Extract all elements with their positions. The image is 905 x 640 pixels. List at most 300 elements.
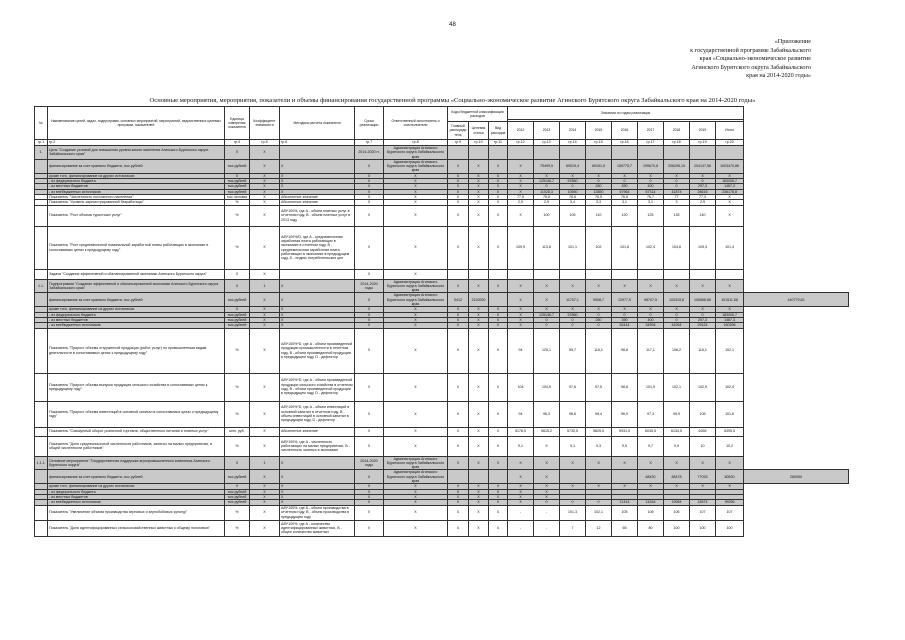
table-cell: 110: [586, 205, 612, 226]
table-cell: 11028,3: [534, 189, 560, 194]
table-cell: [448, 146, 469, 160]
table-cell: Х: [384, 205, 448, 226]
table-cell: 0: [586, 323, 612, 328]
table-cell: 9,9: [664, 436, 690, 456]
table-cell: 0: [560, 323, 586, 328]
table-cell: Х: [489, 456, 508, 470]
table-cell: Х: [384, 328, 448, 373]
table-cell: 106: [638, 505, 664, 520]
table-cell: Х: [355, 401, 384, 427]
table-cell: Х: [489, 427, 508, 436]
table-cell: тыс.рублей: [225, 312, 250, 317]
table-cell: 10,2: [716, 436, 744, 456]
table-cell: Х: [384, 489, 448, 494]
table-row: [35, 470, 849, 484]
table-cell: 0: [586, 500, 612, 505]
table-cell: Х: [355, 328, 384, 373]
table-cell: Х: [508, 494, 534, 499]
table-cell: 9,1: [560, 436, 586, 456]
table-cell: 102,1: [586, 505, 612, 520]
table-cell: 297,3: [690, 184, 716, 189]
table-cell: [586, 269, 612, 279]
table-cell: Х: [489, 173, 508, 178]
table-cell: -: [508, 520, 534, 536]
table-cell: Х: [560, 456, 586, 470]
table-cell: Х: [250, 427, 280, 436]
table-cell: Администрация Агинского Бурятского округа Забайкальского края: [384, 159, 448, 173]
table-cell: гр.16: [612, 140, 638, 146]
table-cell: [280, 146, 355, 160]
table-cell: тыс.рублей: [225, 494, 250, 499]
table-cell: 14344: [638, 500, 664, 505]
table-cell: 76,8: [534, 194, 560, 199]
table-cell: Показатель "Прирост объема инвестиций в основной капитал в сопоставимых ценах к предыдущему году": [48, 401, 225, 427]
table-cell: 100: [716, 520, 744, 536]
table-cell: Х: [690, 279, 716, 293]
table-cell: Х: [469, 189, 489, 194]
table-cell: 57860: [560, 179, 586, 184]
table-cell: Х: [355, 317, 384, 322]
table-cell: 2,9: [690, 200, 716, 205]
table-cell: Х: [280, 179, 355, 184]
table-cell: гр.20: [716, 140, 744, 146]
table-cell: 0: [586, 312, 612, 317]
table-cell: Х: [448, 373, 469, 401]
table-cell: Х: [508, 189, 534, 194]
table-cell: 105: [560, 205, 586, 226]
table-cell: Х: [280, 184, 355, 189]
table-cell: Х: [355, 226, 384, 269]
table-cell: Х: [534, 173, 560, 178]
table-cell: [280, 269, 355, 279]
table-cell: Х: [534, 484, 560, 489]
table-cell: Х: [690, 456, 716, 470]
table-cell: 101,6: [716, 401, 744, 427]
table-cell: 0412: [448, 293, 469, 307]
table-cell: Х: [469, 159, 489, 173]
table-cell: 140: [690, 205, 716, 226]
table-cell: Х: [448, 307, 469, 312]
table-cell: 5615,2: [534, 427, 560, 436]
table-cell: Х: [448, 317, 469, 322]
table-cell: Х: [489, 317, 508, 322]
table-cell: Х: [469, 484, 489, 489]
table-cell: гр.14: [560, 140, 586, 146]
appendix-line: к государственной программе Забайкальского: [690, 46, 811, 54]
table-cell: Х: [716, 307, 744, 312]
table-cell: Х: [448, 500, 469, 505]
table-cell: Х: [225, 173, 250, 178]
table-cell: 88478: [664, 470, 690, 484]
header-cell: Методика расчета показателя: [280, 107, 355, 140]
table-cell: 0: [534, 317, 560, 322]
table-cell: 9908,7: [586, 293, 612, 307]
table-cell: А/В*100%, где А - объем производства в отчетном году, В - объем производства в предыдущем году: [280, 505, 355, 520]
table-cell: 390: [612, 317, 638, 322]
table-cell: Х: [489, 159, 508, 173]
document-title: Основные мероприятия, мероприятия, показатели и объемы финансирования государственной программы «Социально-экономическое развитие Агинского Бурятского округа Забайкальского края на 2014-2020 годы»: [149, 97, 756, 104]
table-cell: Х: [448, 456, 469, 470]
table-cell: 6265: [690, 427, 716, 436]
table-cell: Х: [384, 307, 448, 312]
table-cell: Х: [469, 500, 489, 505]
table-cell: 13850: [586, 189, 612, 194]
table-cell: [508, 146, 534, 160]
table-cell: 105: [612, 505, 638, 520]
table-cell: Х: [355, 470, 384, 484]
table-cell: [489, 146, 508, 160]
table-cell: Х: [508, 470, 534, 484]
header-cell: Главный распорядитель: [448, 122, 469, 140]
table-cell: %: [225, 200, 250, 205]
table-cell: Х: [384, 226, 448, 269]
table-cell: [534, 146, 560, 160]
table-cell: 2014-2020 годы: [355, 279, 384, 293]
table-cell: Х: [250, 184, 280, 189]
table-cell: тыс.рублей: [225, 184, 250, 189]
table-cell: Х: [355, 184, 384, 189]
table-cell: %: [225, 205, 250, 226]
table-cell: 3,4: [560, 200, 586, 205]
table-cell: Х: [690, 173, 716, 178]
table-cell: 67964: [612, 189, 638, 194]
table-cell: Х: [508, 489, 534, 494]
table-cell: Х: [355, 505, 384, 520]
table-cell: Х: [250, 307, 280, 312]
table-row: [35, 146, 849, 160]
table-cell: 2014-2020 годы: [355, 456, 384, 470]
table-row: [35, 456, 849, 470]
table-cell: Задача "Создание эффективной и сбалансированной экономики Агинского Бурятского округа": [48, 269, 225, 279]
table-cell: [612, 269, 638, 279]
table-cell: Х: [250, 494, 280, 499]
table-cell: Х: [534, 456, 560, 470]
table-cell: 204147,56: [690, 159, 716, 173]
table-cell: Показатель "Рост объема туристских услуг": [48, 205, 225, 226]
table-cell: 12: [586, 520, 612, 536]
table-cell: 96,9: [612, 401, 638, 427]
table-cell: 102,1: [664, 373, 690, 401]
table-cell: Х: [638, 484, 664, 489]
table-cell: 102,5: [690, 373, 716, 401]
table-cell: 44264: [664, 323, 690, 328]
table-cell: Х: [448, 279, 469, 293]
header-year: Итого: [716, 122, 744, 140]
table-cell: А/В*100%/D, где А - среднемесячная заработная плата работающих в экономике в отчетном году, В - среднемесячная заработная плата работающих в экономике в предыдущем году, D - индекс потребительских цен: [280, 226, 355, 269]
table-cell: [638, 146, 664, 160]
table-cell: Х: [508, 173, 534, 178]
table-cell: Администрация Агинского Бурятского округа Забайкальского края: [384, 470, 448, 484]
table-cell: 2110000: [469, 293, 489, 307]
table-cell: гр.15: [586, 140, 612, 146]
table-cell: 3: [664, 200, 690, 205]
table-cell: Х: [250, 505, 280, 520]
table-cell: 1003470,86: [716, 159, 744, 173]
table-cell: Х: [448, 312, 469, 317]
table-cell: [716, 146, 744, 160]
table-row: [35, 279, 849, 293]
table-cell: [664, 269, 690, 279]
table-cell: Х: [508, 179, 534, 184]
table-cell: Х: [560, 279, 586, 293]
table-cell: 250: [586, 184, 612, 189]
table-cell: 125,1: [534, 328, 560, 373]
table-cell: гр.11: [489, 140, 508, 146]
table-cell: кроме того, финансирование из других источников:: [48, 173, 225, 178]
table-cell: [35, 373, 48, 401]
table-cell: - из местных бюджетов: [48, 184, 225, 189]
table-cell: Х: [534, 293, 560, 307]
table-cell: гр.18: [664, 140, 690, 146]
table-cell: 5931,5: [612, 427, 638, 436]
header-cell: Вид расходов: [489, 122, 508, 140]
table-cell: 117,1: [638, 328, 664, 373]
table-cell: 0: [534, 500, 560, 505]
table-cell: Х: [250, 189, 280, 194]
table-cell: гр.13: [534, 140, 560, 146]
table-cell: 0: [612, 312, 638, 317]
table-cell: Х: [638, 307, 664, 312]
table-cell: Х: [469, 312, 489, 317]
table-cell: 5825,5: [586, 427, 612, 436]
table-cell: гр.17: [638, 140, 664, 146]
table-cell: 104: [508, 373, 534, 401]
table-cell: Х: [489, 489, 508, 494]
table-cell: Х: [280, 312, 355, 317]
table-cell: Х: [534, 494, 560, 499]
table-cell: -: [508, 505, 534, 520]
table-cell: Х: [355, 520, 384, 536]
table-cell: Х: [489, 494, 508, 499]
table-cell: Х: [508, 456, 534, 470]
table-cell: Х: [448, 200, 469, 205]
header-year: 2018: [664, 122, 690, 140]
table-cell: Х: [612, 456, 638, 470]
table-cell: Х: [280, 307, 355, 312]
table-cell: Х: [489, 505, 508, 520]
table-cell: Х: [469, 520, 489, 536]
table-cell: Х: [508, 500, 534, 505]
table-cell: Х: [355, 436, 384, 456]
header-cell: Коды бюджетной классификации расходов: [448, 107, 508, 122]
table-cell: Х: [280, 470, 355, 484]
table-cell: 76,5: [586, 194, 612, 199]
table-cell: Х: [384, 184, 448, 189]
table-cell: 0: [664, 317, 690, 322]
table-cell: Х: [638, 279, 664, 293]
table-cell: 101,4: [716, 226, 744, 269]
table-cell: Х: [469, 456, 489, 470]
table-row: [35, 269, 849, 279]
header-cell: №: [35, 107, 48, 140]
table-cell: 400: [638, 184, 664, 189]
table-cell: 6134,5: [664, 427, 690, 436]
table-cell: финансирование за счет краевого бюджета, тыс.рублей: [48, 159, 225, 173]
table-cell: 9,5: [612, 436, 638, 456]
table-cell: Х: [448, 189, 469, 194]
table-cell: [448, 470, 469, 484]
table-cell: 236178,8: [716, 189, 744, 194]
table-cell: 400: [638, 317, 664, 322]
table-cell: 107: [716, 505, 744, 520]
table-cell: гр.2: [48, 140, 225, 146]
table-cell: 5730,5: [560, 427, 586, 436]
table-cell: 199670,8: [638, 159, 664, 173]
table-cell: Х: [250, 484, 280, 489]
table-cell: 18574: [690, 500, 716, 505]
table-cell: 125: [638, 205, 664, 226]
table-cell: гр.8: [384, 140, 448, 146]
header-cell: Целевая статья: [469, 122, 489, 140]
header-year: 2013: [534, 122, 560, 140]
table-cell: [35, 226, 48, 269]
table-cell: -: [534, 520, 560, 536]
table-cell: [638, 269, 664, 279]
table-cell: %: [225, 436, 250, 456]
table-cell: Х: [448, 173, 469, 178]
table-cell: Х: [664, 173, 690, 178]
table-cell: 297,3: [690, 317, 716, 322]
table-cell: [35, 505, 48, 520]
table-cell: Х: [225, 279, 250, 293]
table-cell: 102,4: [716, 373, 744, 401]
table-cell: Х: [280, 323, 355, 328]
table-cell: [489, 293, 508, 307]
table-cell: Х: [448, 184, 469, 189]
table-cell: Х: [250, 194, 280, 199]
table-cell: Х: [225, 456, 250, 470]
table-cell: Показатель "Прирост объема выпуска продукции сельского хозяйства в сопоставимых ценах к предыдущему году": [48, 373, 225, 401]
table-cell: Х: [489, 500, 508, 505]
table-cell: 98,8: [612, 328, 638, 373]
table-cell: 115,1: [586, 328, 612, 373]
table-cell: Х: [489, 373, 508, 401]
table-cell: 104,6: [664, 226, 690, 269]
header-year: 2016: [612, 122, 638, 140]
table-cell: - из федерального бюджета: [48, 489, 225, 494]
table-cell: Х: [489, 312, 508, 317]
table-cell: Х: [489, 323, 508, 328]
table-cell: Х: [250, 200, 280, 205]
table-cell: [534, 269, 560, 279]
table-cell: 3,1: [612, 200, 638, 205]
table-cell: 115,1: [690, 328, 716, 373]
table-cell: 1: [250, 456, 280, 470]
table-cell: 2,9: [534, 200, 560, 205]
table-cell: 6395,5: [716, 427, 744, 436]
table-cell: Х: [280, 500, 355, 505]
table-cell: 1487,3: [716, 317, 744, 322]
table-cell: Х: [250, 312, 280, 317]
table-row: [35, 373, 849, 401]
table-row: [35, 205, 849, 226]
table-cell: 96,6: [560, 401, 586, 427]
table-cell: Х: [448, 328, 469, 373]
table-cell: 101,1: [560, 226, 586, 269]
table-cell: Абсолютное значение: [280, 200, 355, 205]
table-cell: %: [225, 328, 250, 373]
table-cell: Х: [280, 173, 355, 178]
table-cell: 9,1: [508, 436, 534, 456]
table-cell: Х: [489, 328, 508, 373]
table-cell: Х: [355, 427, 384, 436]
table-cell: Х: [508, 279, 534, 293]
table-cell: Х: [469, 328, 489, 373]
table-cell: 10: [690, 436, 716, 456]
table-cell: [35, 293, 48, 307]
table-cell: Х: [489, 226, 508, 269]
table-cell: Х: [560, 484, 586, 489]
table-cell: %: [225, 226, 250, 269]
table-header: [35, 107, 849, 140]
table-cell: [469, 269, 489, 279]
table-cell: 97,5: [586, 373, 612, 401]
table-cell: 0: [638, 312, 664, 317]
table-cell: [560, 269, 586, 279]
header-cell: Единица измерения показателя: [225, 107, 250, 140]
table-cell: гр.7: [355, 140, 384, 146]
table-cell: Х: [534, 470, 560, 484]
table-cell: Х: [716, 200, 744, 205]
table-cell: Х: [448, 194, 469, 199]
table-cell: Х: [664, 484, 690, 489]
table-cell: Х: [280, 489, 355, 494]
table-cell: Х: [612, 279, 638, 293]
table-cell: 0: [690, 312, 716, 317]
table-cell: [35, 401, 48, 427]
table-cell: Х: [355, 173, 384, 178]
table-cell: Х: [469, 373, 489, 401]
table-cell: Х: [508, 205, 534, 226]
table-cell: Х: [384, 269, 448, 279]
table-cell: - из местных бюджетов: [48, 494, 225, 499]
table-cell: Х: [716, 456, 744, 470]
table-cell: Х: [469, 489, 489, 494]
table-cell: А/В*100%, где А - объем платных услуг в отчетном году, В - объем платных услуг в 2013 году: [280, 205, 355, 226]
table-cell: - из внебюджетных источников: [48, 189, 225, 194]
table-cell: [448, 269, 469, 279]
table-cell: Х: [448, 494, 469, 499]
table-cell: Х: [448, 436, 469, 456]
table-cell: Х: [664, 307, 690, 312]
table-cell: [35, 520, 48, 536]
table-cell: Администрация Агинского Бурятского округа Забайкальского края: [384, 456, 448, 470]
table-cell: Х: [355, 293, 384, 307]
table-cell: Х: [489, 194, 508, 199]
table-cell: Х: [384, 179, 448, 184]
header-cell: Коэффициент значимости: [250, 107, 280, 140]
table-cell: 6035,5: [638, 427, 664, 436]
table-cell: 99256: [716, 500, 744, 505]
table-cell: Х: [612, 307, 638, 312]
table-cell: Х: [469, 401, 489, 427]
table-cell: Х: [250, 500, 280, 505]
table-row: [35, 159, 849, 173]
table-cell: 102,4: [638, 226, 664, 269]
table-cell: Цель "Создание условий для повышения уровня жизни населения Агинского Бурятского округа Забайкальского края": [48, 146, 225, 160]
table-cell: 1487,3: [716, 184, 744, 189]
table-cell: Х: [448, 427, 469, 436]
table-cell: 107: [690, 505, 716, 520]
table-cell: 7: [560, 520, 586, 536]
table-cell: А/В*100%, где А - количество идентифицированных животных, В - общее количество животных: [280, 520, 355, 536]
table-cell: 11707,1: [560, 293, 586, 307]
table-cell: Х: [716, 279, 744, 293]
table-cell: 1.1.: [35, 279, 48, 293]
table-row: [35, 226, 849, 269]
table-cell: 3,1: [638, 200, 664, 205]
table-cell: Х: [250, 173, 280, 178]
